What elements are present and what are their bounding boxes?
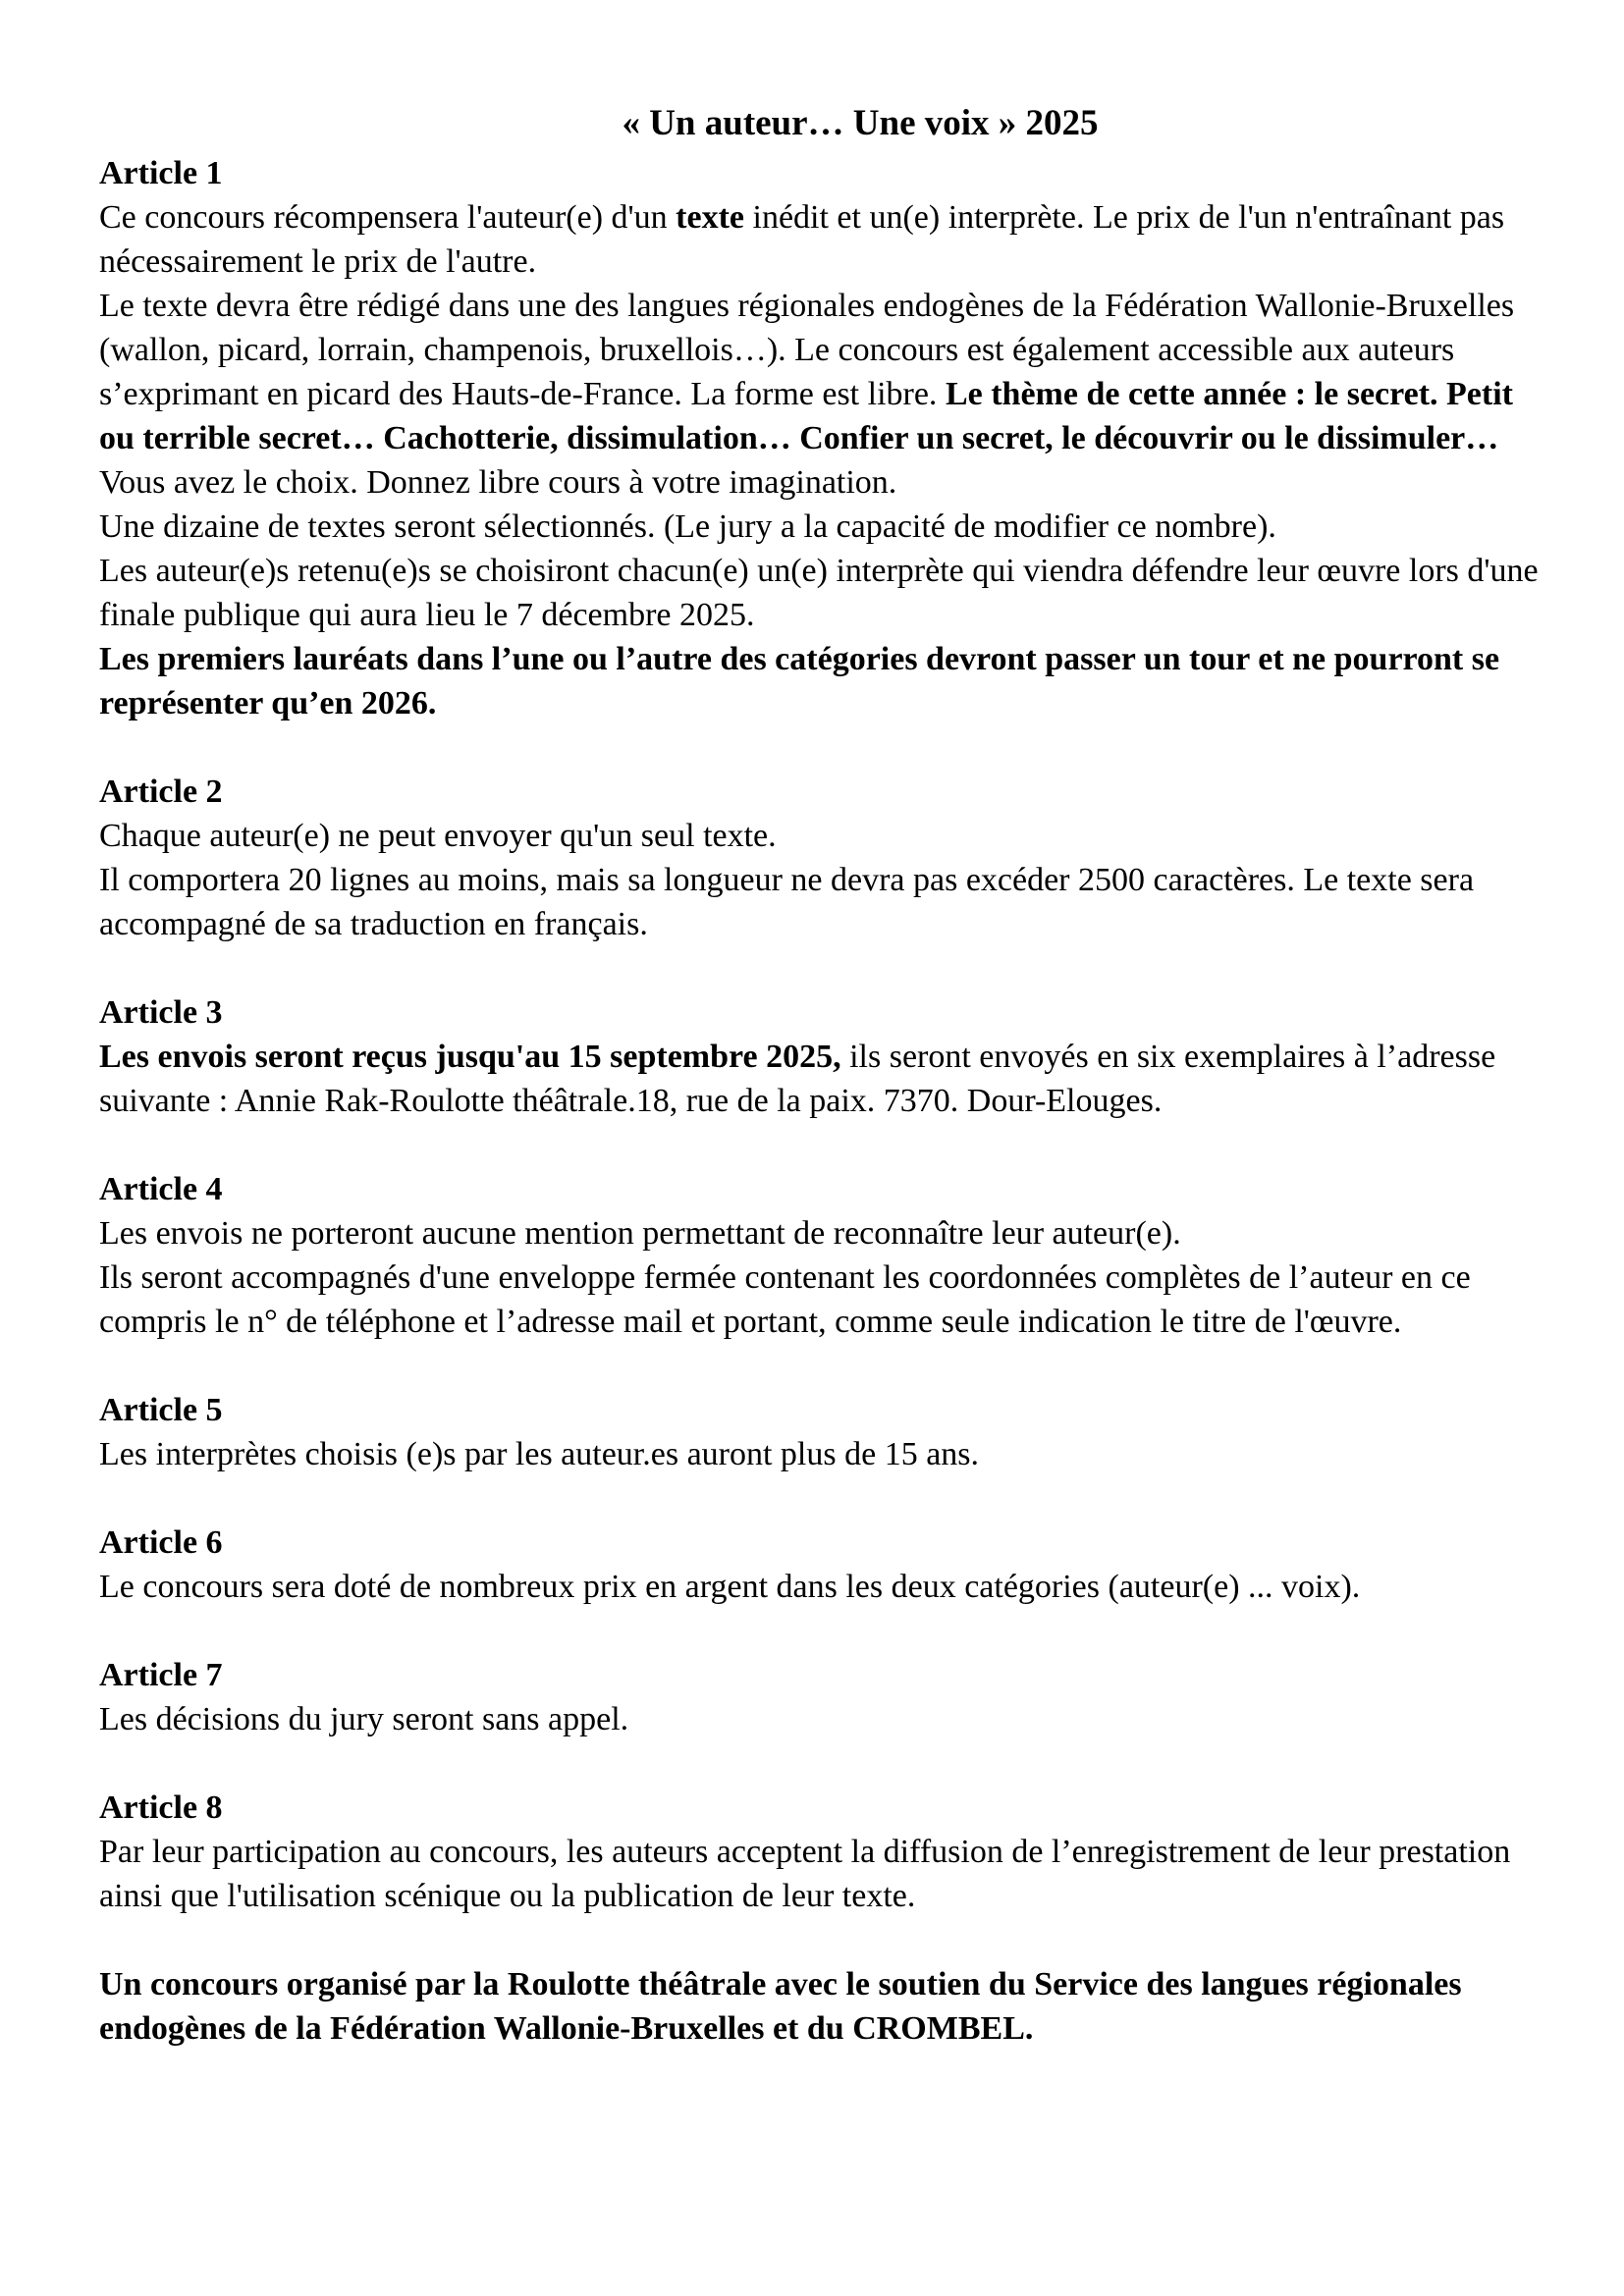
article-4-heading: Article 4 — [99, 1171, 223, 1207]
article-5-heading: Article 5 — [99, 1392, 223, 1428]
article-3 — [99, 990, 1543, 1123]
article-1-paragraph-4: Les auteur(e)s retenu(e)s se choisiront chacun(e) un(e) interprète qui viendra défendre leur œuvre lors d'une finale publique qui aura lieu le 7 décembre 2025. — [99, 553, 1539, 633]
document-title: « Un auteur… Une voix » 2025 — [622, 103, 1099, 143]
article-1-p1-bold: texte — [676, 199, 744, 236]
article-5-paragraph-1: Les interprètes choisis (e)s par les auteur.es auront plus de 15 ans. — [99, 1436, 980, 1472]
organizer-footer: Un concours organisé par la Roulotte théâtrale avec le soutien du Service des langues régionales endogènes de la Fédération Wallonie-Bruxelles et du CROMBEL. — [99, 1966, 1462, 2047]
article-7 — [99, 1653, 1543, 1741]
article-8-heading: Article 8 — [99, 1789, 223, 1826]
article-1-paragraph-5: Les premiers lauréats dans l’une ou l’autre des catégories devront passer un tour et ne pourront se représenter qu’en 2026. — [99, 641, 1500, 721]
article-2-paragraph-2: Il comportera 20 lignes au moins, mais sa longueur ne devra pas excéder 2500 caractères. Le texte sera accompagné de sa traduction en français. — [99, 862, 1475, 942]
article-6-paragraph-1: Le concours sera doté de nombreux prix en argent dans les deux catégories (auteur(e) ... voix). — [99, 1569, 1361, 1605]
article-1-heading: Article 1 — [99, 155, 223, 191]
article-1-paragraph-3: Une dizaine de textes seront sélectionnés. (Le jury a la capacité de modifier ce nombre). — [99, 508, 1276, 545]
article-8 — [99, 1786, 1543, 1918]
article-4 — [99, 1167, 1543, 1344]
article-3-paragraph-1 — [99, 1035, 1543, 1123]
article-2-paragraph-1: Chaque auteur(e) ne peut envoyer qu'un seul texte. — [99, 818, 777, 854]
article-3-deadline-bold: Les envois seront reçus jusqu'au 15 septembre 2025, — [99, 1039, 841, 1075]
article-3-heading: Article 3 — [99, 994, 223, 1031]
article-1-theme-bold: Le thème de cette année : le secret. Petit ou terrible secret… Cachotterie, dissimulation… Confier un secret, le découvrir ou le dissimuler… — [99, 376, 1513, 456]
article-1 — [99, 151, 1543, 725]
article-7-heading: Article 7 — [99, 1657, 223, 1693]
article-1-p1-text-b: inédit et un(e) interprète. Le prix de l'un n'entraînant pas nécessairement le prix de l'autre. — [99, 199, 1505, 280]
article-1-p2-text-b: Vous avez le choix. Donnez libre cours à votre imagination. — [99, 464, 897, 501]
article-7-paragraph-1: Les décisions du jury seront sans appel. — [99, 1701, 629, 1737]
article-2 — [99, 770, 1543, 946]
article-8-paragraph-1: Par leur participation au concours, les auteurs acceptent la diffusion de l’enregistrement de leur prestation ainsi que l'utilisation scénique ou la publication de leur texte. — [99, 1834, 1511, 1914]
article-1-paragraph-2 — [99, 284, 1543, 505]
article-2-heading: Article 2 — [99, 774, 223, 810]
article-1-p1-text-a: Ce concours récompensera l'auteur(e) d'un — [99, 199, 677, 236]
article-5 — [99, 1388, 1543, 1476]
article-1-paragraph-1 — [99, 195, 1543, 284]
article-4-paragraph-1: Les envois ne porteront aucune mention permettant de reconnaître leur auteur(e). — [99, 1215, 1181, 1252]
article-4-paragraph-2: Ils seront accompagnés d'une enveloppe fermée contenant les coordonnées complètes de l’auteur en ce compris le n° de téléphone et l’adresse mail et portant, comme seule indication le titre de l'œuvre. — [99, 1259, 1471, 1340]
article-1-p2-text-a: Le texte devra être rédigé dans une des langues régionales endogènes de la Fédération Wallonie-Bruxelles (wallon, picard, lorrain, champenois, bruxellois…). Le concours est également accessible aux auteurs s’exprimant en picard des Hauts-de-France. La forme est libre. — [99, 288, 1515, 412]
article-6-heading: Article 6 — [99, 1524, 223, 1561]
article-6 — [99, 1521, 1543, 1609]
document-page — [99, 98, 1543, 2051]
article-3-address-text: ils seront envoyés en six exemplaires à l’adresse suivante : Annie Rak-Roulotte théâtrale.18, rue de la paix. 7370. Dour-Elouges. — [99, 1039, 1496, 1119]
